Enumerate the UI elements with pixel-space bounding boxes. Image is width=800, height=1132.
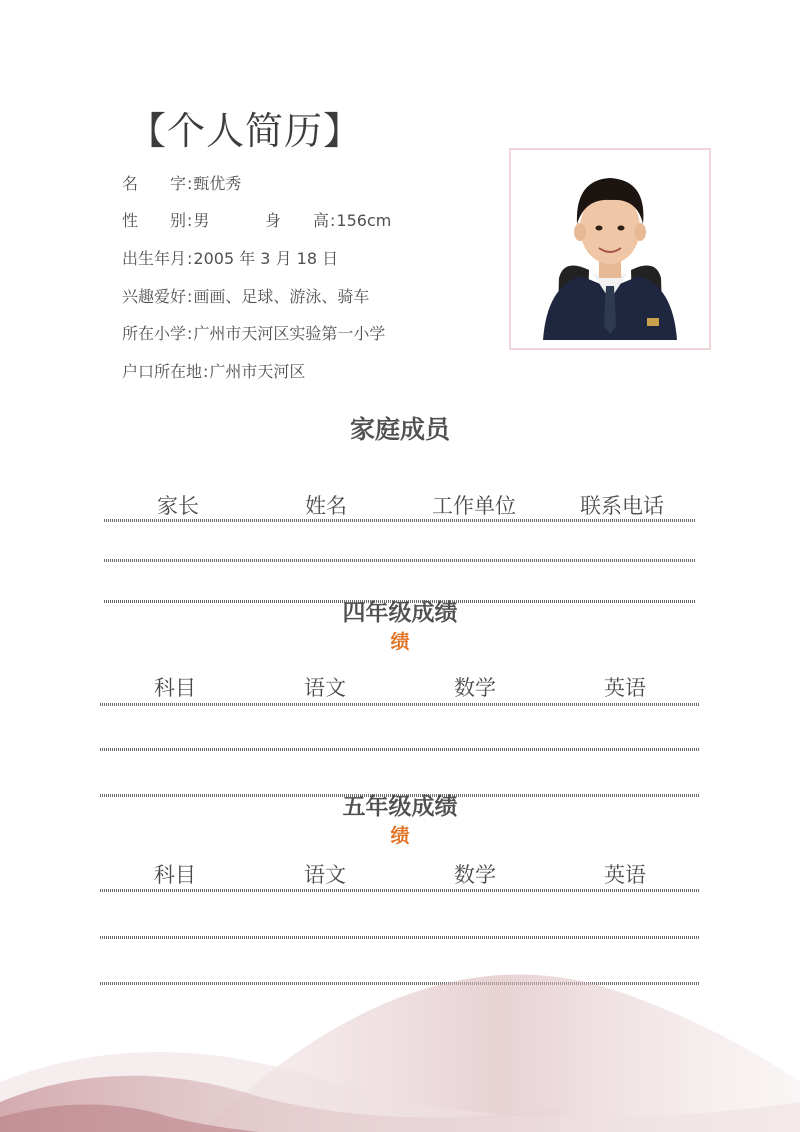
hobbies-value: 画画、足球、游泳、骑车	[193, 287, 370, 306]
grade4-header-math: 数学	[454, 676, 496, 700]
family-header-phone: 联系电话	[580, 494, 664, 518]
photo-frame	[509, 148, 711, 350]
grade5-title: 五年级成绩	[342, 794, 458, 820]
grade5-header-math: 数学	[454, 863, 496, 887]
height-value: 156cm	[336, 211, 392, 230]
grade5-overflow-char: 绩	[390, 825, 410, 847]
birthday-value: 2005 年 3 月 18 日	[193, 249, 339, 268]
page-title: 【个人简历】	[128, 109, 363, 153]
family-header-parent: 家长	[157, 494, 199, 518]
grade5-header-chinese: 语文	[304, 863, 346, 887]
grade4-title: 四年级成绩	[342, 600, 458, 626]
birthday-label: 出生年月	[122, 249, 187, 268]
school-value: 广州市天河区实验第一小学	[193, 324, 386, 343]
hobbies-label: 兴趣爱好	[122, 287, 187, 306]
family-title: 家庭成员	[349, 415, 450, 444]
hukou-label: 户口所在地	[122, 362, 203, 381]
name-label: 名 字	[122, 174, 187, 193]
family-rule-1	[104, 519, 696, 522]
grade4-header-chinese: 语文	[304, 676, 346, 700]
school-row: 所在小学:广州市天河区实验第一小学	[122, 321, 385, 344]
gender-row: 性 别:男	[122, 208, 209, 231]
grade5-rule-1	[100, 889, 700, 892]
hukou-value: 广州市天河区	[209, 362, 306, 381]
name-row: 名 字:甄优秀	[122, 171, 241, 194]
wave-decoration	[0, 932, 800, 1132]
family-header-name: 姓名	[305, 494, 347, 518]
height-row: 身 高:156cm	[265, 208, 391, 231]
hukou-row: 户口所在地:广州市天河区	[122, 359, 305, 382]
grade4-header-subject: 科目	[154, 676, 196, 700]
grade4-header-english: 英语	[604, 676, 646, 700]
family-rule-2	[104, 559, 696, 562]
school-label: 所在小学	[122, 324, 187, 343]
student-photo	[519, 158, 701, 340]
grade5-header-subject: 科目	[154, 863, 196, 887]
family-header-workplace: 工作单位	[432, 494, 516, 518]
grade4-rule-2	[100, 748, 700, 751]
grade4-overflow-char: 绩	[390, 631, 410, 653]
gender-value: 男	[193, 211, 210, 230]
height-label: 身 高	[265, 211, 330, 230]
name-value: 甄优秀	[193, 174, 242, 193]
grade4-rule-1	[100, 703, 700, 706]
birthday-row: 出生年月:2005 年 3 月 18 日	[122, 246, 338, 269]
grade5-header-english: 英语	[604, 863, 646, 887]
hobbies-row: 兴趣爱好:画画、足球、游泳、骑车	[122, 284, 369, 307]
gender-label: 性 别	[122, 211, 187, 230]
